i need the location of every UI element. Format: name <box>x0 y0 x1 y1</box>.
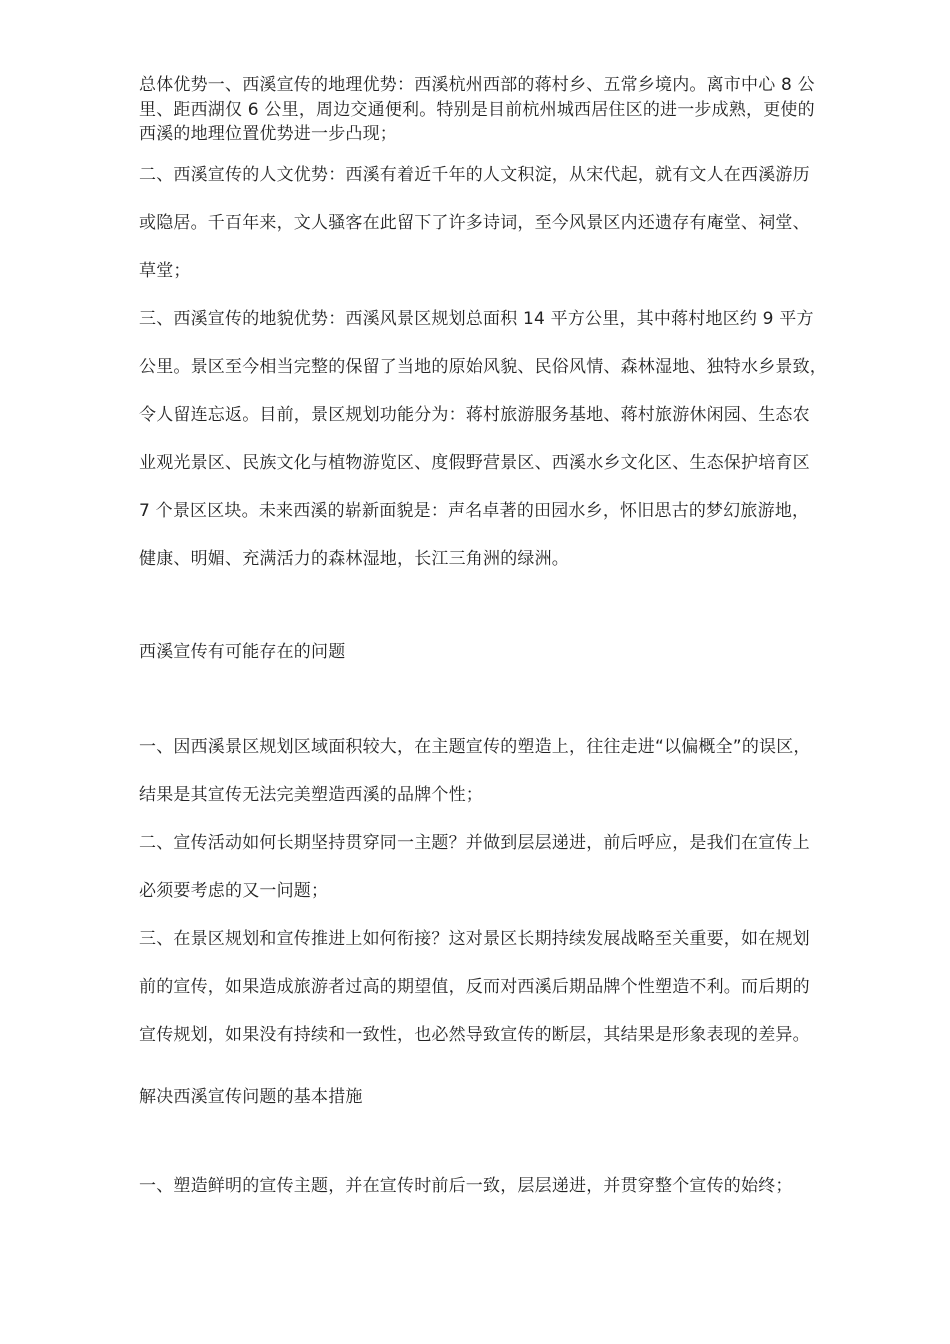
advantage-geo-line-1: 总体优势一、西溪宣传的地理优势：西溪杭州西部的蒋村乡、五常乡境内。离市中心 8 公 <box>139 75 815 95</box>
advantage-landform-line-6: 健康、明媚、充满活力的森林湿地，长江三角洲的绿洲。 <box>139 549 569 569</box>
advantage-landform-line-4: 业观光景区、民族文化与植物游览区、度假野营景区、西溪水乡文化区、生态保护培育区 <box>139 453 810 473</box>
problem-2-line-2: 必须要考虑的又一问题； <box>139 881 329 901</box>
advantage-culture-line-1: 二、西溪宣传的人文优势：西溪有着近千年的人文积淀，从宋代起，就有文人在西溪游历 <box>139 165 810 185</box>
advantage-geo-line-3: 西溪的地理位置优势进一步凸现； <box>139 124 397 144</box>
measures-heading: 解决西溪宣传问题的基本措施 <box>139 1087 363 1107</box>
advantage-landform-line-5: 7 个景区区块。未来西溪的崭新面貌是：声名卓著的田园水乡，怀旧思古的梦幻旅游地， <box>139 501 810 521</box>
advantage-landform-line-3: 令人留连忘返。目前，景区规划功能分为：蒋村旅游服务基地、蒋村旅游休闲园、生态农 <box>139 405 810 425</box>
problem-1-line-2: 结果是其宣传无法完美塑造西溪的品牌个性； <box>139 785 483 805</box>
problem-3-line-1: 三、在景区规划和宣传推进上如何衔接？这对景区长期持续发展战略至关重要，如在规划 <box>139 929 810 949</box>
problem-3-line-2: 前的宣传，如果造成旅游者过高的期望值，反而对西溪后期品牌个性塑造不利。而后期的 <box>139 977 810 997</box>
advantage-culture-line-3: 草堂； <box>139 261 191 281</box>
advantage-landform-line-1: 三、西溪宣传的地貌优势：西溪风景区规划总面积 14 平方公里，其中蒋村地区约 9 平方 <box>139 309 814 329</box>
advantage-landform-line-2: 公里。景区至今相当完整的保留了当地的原始风貌、民俗风情、森林湿地、独特水乡景致， <box>139 357 827 377</box>
advantage-culture-line-2: 或隐居。千百年来，文人骚客在此留下了许多诗词，至今风景区内还遗存有庵堂、祠堂、 <box>139 213 810 233</box>
problem-2-line-1: 二、宣传活动如何长期坚持贯穿同一主题？并做到层层递进，前后呼应，是我们在宣传上 <box>139 833 810 853</box>
problem-3-line-3: 宣传规划，如果没有持续和一致性，也必然导致宣传的断层，其结果是形象表现的差异。 <box>139 1025 810 1045</box>
problem-1-line-1: 一、因西溪景区规划区域面积较大，在主题宣传的塑造上，往往走进“以偏概全”的误区， <box>139 737 811 757</box>
measure-1-line-1: 一、塑造鲜明的宣传主题，并在宣传时前后一致，层层递进，并贯穿整个宣传的始终； <box>139 1176 793 1196</box>
advantage-geo-line-2: 里、距西湖仅 6 公里，周边交通便利。特别是目前杭州城西居住区的进一步成熟，更使的 <box>139 100 815 120</box>
problems-heading: 西溪宣传有可能存在的问题 <box>139 642 346 662</box>
